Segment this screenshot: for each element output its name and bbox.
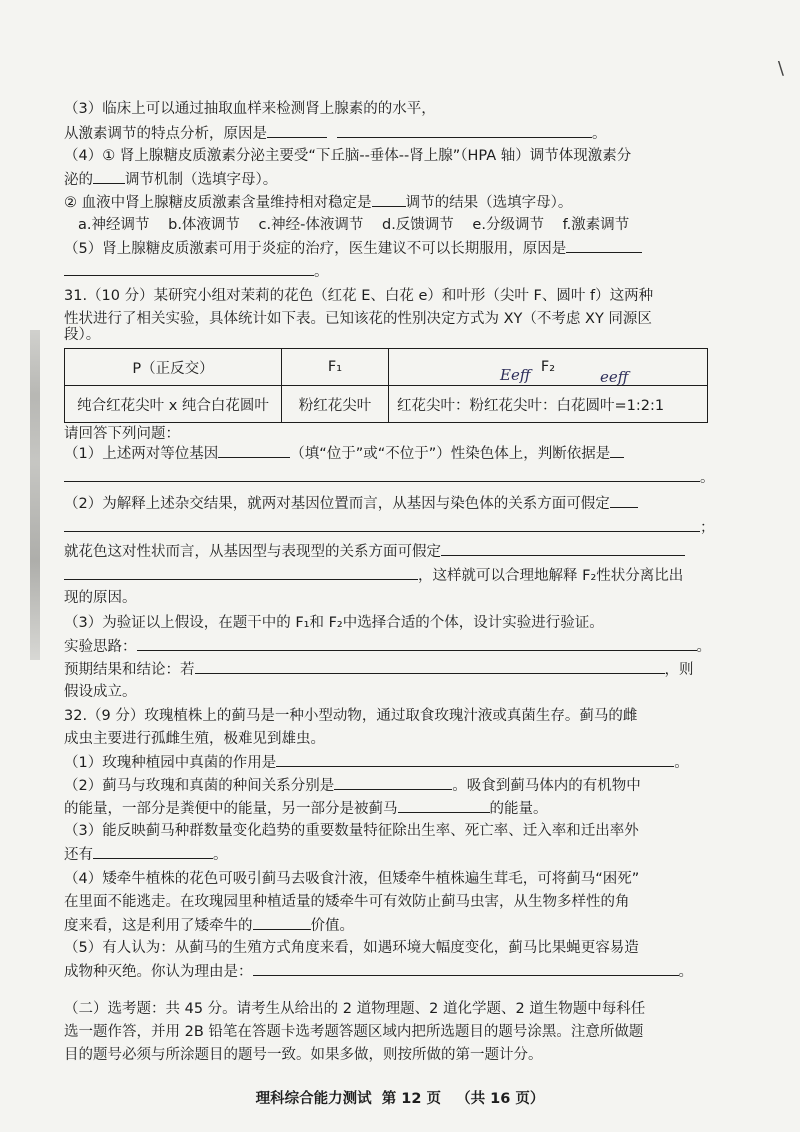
- table-row: [65, 386, 708, 423]
- answer-blank[interactable]: [195, 658, 665, 674]
- q31-p2-text-c: ，这样就可以合理地解释 F₂性状分离比出: [418, 568, 684, 584]
- answer-blank[interactable]: [218, 442, 290, 458]
- q31-p3-result: [64, 658, 694, 681]
- q31-p1: [64, 442, 624, 465]
- q30-p4-line2: [64, 168, 277, 191]
- elective-line1: （二）选考题：共 45 分。请考生从给出的 2 道物理题、2 道化学题、2 道生物题中每科任: [64, 1001, 646, 1017]
- elective-line2: 选一题作答，并用 2B 铅笔在答题卡选考题答题区域内把所选题目的题号涂黑。注意所做题: [64, 1024, 644, 1040]
- q32-p1-text: （1）玫瑰种植园中真菌的作用是: [64, 755, 277, 771]
- answer-blank[interactable]: [610, 442, 624, 458]
- answer-blank[interactable]: [441, 540, 685, 556]
- q30-p5-line2: [64, 260, 329, 283]
- q31-p2-line5: 现的原因。: [64, 590, 137, 606]
- q31-stem-line3: 段）。: [64, 327, 101, 343]
- q31-p1-text-b: （填“位于”或“不位于”）性染色体上，判断依据是: [290, 446, 611, 462]
- q31-p1-line2: [64, 466, 715, 489]
- option-c: c.神经-体液调节: [258, 217, 364, 233]
- q31-p2-end: ；: [700, 520, 715, 536]
- q31-p2-line3: [64, 540, 685, 563]
- q32-p3-line2: [64, 843, 228, 866]
- q31-p2-text-a: （2）为解释上述杂交结果，就两对基因位置而言，从基因与染色体的关系方面可假定: [64, 496, 610, 512]
- q30-p5-line1: [64, 237, 642, 260]
- q32-p5-line2: [64, 960, 693, 983]
- q32-p3-text-b: 还有: [64, 847, 93, 863]
- q31-p3-result-line2: 假设成立。: [64, 684, 137, 700]
- table-header-p: P（正反交）: [65, 349, 282, 386]
- q31-p1-text-a: （1）上述两对等位基因: [64, 446, 219, 462]
- q30-options: [78, 214, 643, 236]
- q32-p5-end: 。: [678, 964, 693, 980]
- q31-p3-idea: [64, 635, 711, 658]
- q30-p4-text-a: 泌的: [64, 172, 93, 188]
- binding-shadow: [30, 330, 40, 660]
- q31-p3: （3）为验证以上假设，在题干中的 F₁和 F₂中选择合适的个体，设计实验进行验证。: [64, 615, 604, 631]
- answer-blank[interactable]: [610, 492, 638, 508]
- answer-blank[interactable]: [64, 516, 700, 532]
- q32-p2-text-b: 。吸食到蓟马体内的有机物中: [452, 778, 641, 794]
- answer-blank[interactable]: [334, 774, 452, 790]
- q31-p2-line1: [64, 492, 638, 515]
- q30-p5-text: （5）肾上腺糖皮质激素可用于炎症的治疗，医生建议不可以长期服用，原因是: [64, 241, 567, 257]
- answer-blank[interactable]: [64, 260, 314, 276]
- table-cell-p: 纯合红花尖叶 x 纯合白花圆叶: [65, 386, 282, 423]
- q32-p4-text-d: 价值。: [310, 918, 354, 934]
- q32-p2-text-a: （2）蓟马与玫瑰和真菌的种间关系分别是: [64, 778, 335, 794]
- q30-p4-text-d: 调节的结果（选填字母）。: [405, 195, 573, 211]
- q30-p4-text-c: ② 血液中肾上腺糖皮质激素含量维持相对稳定是: [64, 195, 372, 211]
- page-footer: 理科综合能力测试 第 12 页 （共 16 页）: [255, 1091, 545, 1107]
- q31-p3-result-end: ，则: [664, 662, 694, 678]
- answer-blank[interactable]: [398, 797, 490, 813]
- q31-prompt: 请回答下列问题：: [64, 426, 180, 442]
- answer-blank[interactable]: [276, 751, 674, 767]
- q32-p4-text-c: 度来看，这是利用了矮牵牛的: [64, 918, 253, 934]
- answer-blank[interactable]: [64, 564, 418, 580]
- q31-stem-line2: 性状进行了相关实验，具体统计如下表。已知该花的性别决定方式为 XY（不考虑 XY 同源区: [64, 311, 652, 327]
- q30-p3-line1: （3）临床上可以通过抽取血样来检测肾上腺素的的水平，: [64, 101, 436, 117]
- q30-p3-line2: [64, 122, 607, 145]
- q31-p3-result-label: 预期结果和结论：若: [64, 662, 195, 678]
- q31-p1-end: 。: [700, 470, 715, 486]
- q32-p4-line2: 在里面不能逃走。在玫瑰园里种植适量的矮牵牛可有效防止蓟马虫害，从生物多样性的角: [64, 894, 630, 910]
- q31-stem-line1: 31.（10 分）某研究小组对茉莉的花色（红花 E、白花 e）和叶形（尖叶 F、圆叶 f）这两种: [64, 288, 654, 304]
- answer-blank[interactable]: [566, 237, 642, 253]
- q32-stem-line1: 32.（9 分）玫瑰植株上的蓟马是一种小型动物，通过取食玫瑰汁液或真菌生存。蓟马的雌: [64, 708, 638, 724]
- q32-p2-text-d: 的能量。: [489, 801, 548, 817]
- q32-p2-text-c: 的能量，一部分是粪便中的能量，另一部分是被蓟马: [64, 801, 398, 817]
- q30-p5-end: 。: [314, 264, 329, 280]
- handwritten-note-1: Eeff: [500, 366, 531, 384]
- answer-blank[interactable]: [267, 122, 327, 138]
- q31-p2-line4: [64, 564, 683, 587]
- handwritten-note-2: eeff: [600, 368, 629, 386]
- table-header-f2: F₂: [389, 349, 708, 386]
- option-f: f.激素调节: [562, 217, 630, 233]
- q30-p4-line1: （4）① 肾上腺糖皮质激素分泌主要受“下丘脑--垂体--肾上腺”（HPA 轴）调节体现激素分: [64, 148, 632, 164]
- q31-p2-line2: [64, 516, 715, 539]
- answer-blank[interactable]: [372, 191, 406, 207]
- q30-p3-text: 从激素调节的特点分析，原因是: [64, 126, 267, 142]
- answer-blank[interactable]: [64, 466, 700, 482]
- q32-p5-line1: （5）有人认为：从蓟马的生殖方式角度来看，如遇环境大幅度变化，蓟马比果蝇更容易造: [64, 940, 639, 956]
- q30-p4-text-b: 调节机制（选填字母）。: [125, 172, 278, 188]
- q32-p5-text-b: 成物种灭绝。你认为理由是：: [64, 964, 253, 980]
- q31-p2-text-b: 就花色这对性状而言，从基因型与表现型的关系方面可假定: [64, 544, 441, 560]
- elective-line3: 目的题号必须与所涂题目的题号一致。如果多做，则按所做的第一题计分。: [64, 1047, 543, 1063]
- q32-p2-line1: [64, 774, 641, 797]
- answer-blank[interactable]: [337, 122, 592, 138]
- q31-p3-idea-label: 实验思路：: [64, 639, 137, 655]
- q32-p4-line3: [64, 914, 354, 937]
- option-e: e.分级调节: [472, 217, 544, 233]
- q32-p3-end: 。: [213, 847, 228, 863]
- q32-stem-line2: 成虫主要进行孤雌生殖，极难见到雄虫。: [64, 731, 325, 747]
- table-header-f1: F₁: [282, 349, 389, 386]
- answer-blank[interactable]: [93, 843, 213, 859]
- q30-p4-line3: [64, 191, 572, 214]
- table-cell-f1: 粉红花尖叶: [282, 386, 389, 423]
- table-cell-f2: 红花尖叶：粉红花尖叶：白花圆叶=1:2:1: [389, 386, 708, 423]
- q31-p3-idea-end: 。: [696, 639, 711, 655]
- option-a: a.神经调节: [78, 217, 150, 233]
- option-b: b.体液调节: [168, 217, 240, 233]
- option-d: d.反馈调节: [381, 217, 454, 233]
- q30-p3-end: 。: [592, 126, 607, 142]
- q32-p1-end: 。: [674, 755, 689, 771]
- answer-blank[interactable]: [253, 960, 679, 976]
- q32-p1: [64, 751, 689, 774]
- answer-blank[interactable]: [137, 635, 697, 651]
- corner-mark: \: [777, 58, 784, 79]
- answer-blank[interactable]: [93, 168, 125, 184]
- q32-p4-line1: （4）矮牵牛植株的花色可吸引蓟马去吸食汁液，但矮牵牛植株遍生茸毛，可将蓟马“困死”: [64, 871, 640, 887]
- answer-blank[interactable]: [253, 914, 311, 930]
- q32-p2-line2: [64, 797, 548, 820]
- q32-p3-line1: （3）能反映蓟马种群数量变化趋势的重要数量特征除出生率、死亡率、迁入率和迁出率外: [64, 823, 639, 839]
